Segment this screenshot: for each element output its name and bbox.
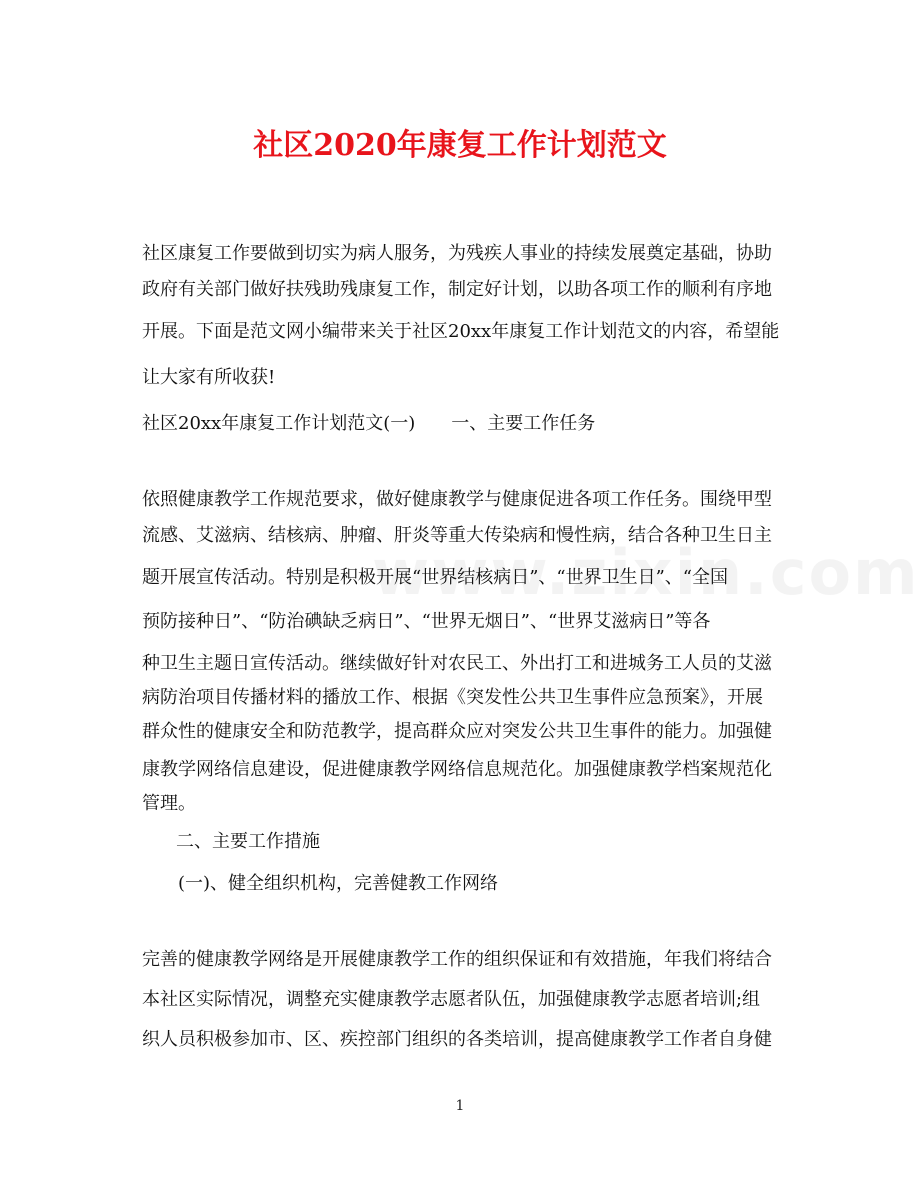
paragraph-line: 让大家有所收获! — [142, 367, 276, 388]
paragraph-line: 管理。 — [142, 793, 196, 814]
paragraph-line: 康教学网络信息建设，促进健康教学网络信息规范化。加强健康教学档案规范化 — [142, 759, 772, 780]
paragraph-line: 开展。下面是范文网小编带来关于社区20xx年康复工作计划范文的内容，希望能 — [142, 321, 780, 342]
document-title: 社区2020年康复工作计划范文 — [253, 128, 667, 163]
paragraph-line: 本社区实际情况，调整充实健康教学志愿者队伍，加强健康教学志愿者培训;组 — [142, 989, 761, 1010]
paragraph-line: 社区康复工作要做到切实为病人服务，为残疾人事业的持续发展奠定基础，协助 — [142, 243, 772, 264]
paragraph-line: 依照健康教学工作规范要求，做好健康教学与健康促进各项工作任务。围绕甲型 — [142, 489, 772, 510]
paragraph-line: 流感、艾滋病、结核病、肿瘤、肝炎等重大传染病和慢性病，结合各种卫生日主 — [142, 525, 772, 546]
paragraph-line: 织人员积极参加市、区、疾控部门组织的各类培训，提高健康教学工作者自身健 — [142, 1029, 772, 1050]
paragraph-line: 预防接种日”、“防治碘缺乏病日”、“世界无烟日”、“世界艾滋病日”等各 — [142, 611, 711, 632]
paragraph-line: 题开展宣传活动。特别是积极开展“世界结核病日”、“世界卫生日”、“全国 — [142, 567, 729, 588]
paragraph-line: 病防治项目传播材料的播放工作、根据《突发性公共卫生事件应急预案》，开展 — [142, 687, 763, 708]
page-number: 1 — [455, 1098, 465, 1114]
sub-heading: (一)、健全组织机构，完善健教工作网络 — [178, 873, 499, 894]
paragraph-line: 种卫生主题日宣传活动。继续做好针对农民工、外出打工和进城务工人员的艾滋 — [142, 653, 772, 674]
watermark — [372, 536, 920, 609]
measures-heading: 二、主要工作措施 — [176, 831, 320, 852]
paragraph-line: 完善的健康教学网络是开展健康教学工作的组织保证和有效措施，年我们将结合 — [142, 949, 772, 970]
paragraph-line: 政府有关部门做好扶残助残康复工作，制定好计划，以助各项工作的顺利有序地 — [142, 279, 772, 300]
section-heading: 社区20xx年康复工作计划范文(一) 一、主要工作任务 — [142, 413, 596, 434]
paragraph-line: 群众性的健康安全和防范教学，提高群众应对突发公共卫生事件的能力。加强健 — [142, 721, 772, 742]
